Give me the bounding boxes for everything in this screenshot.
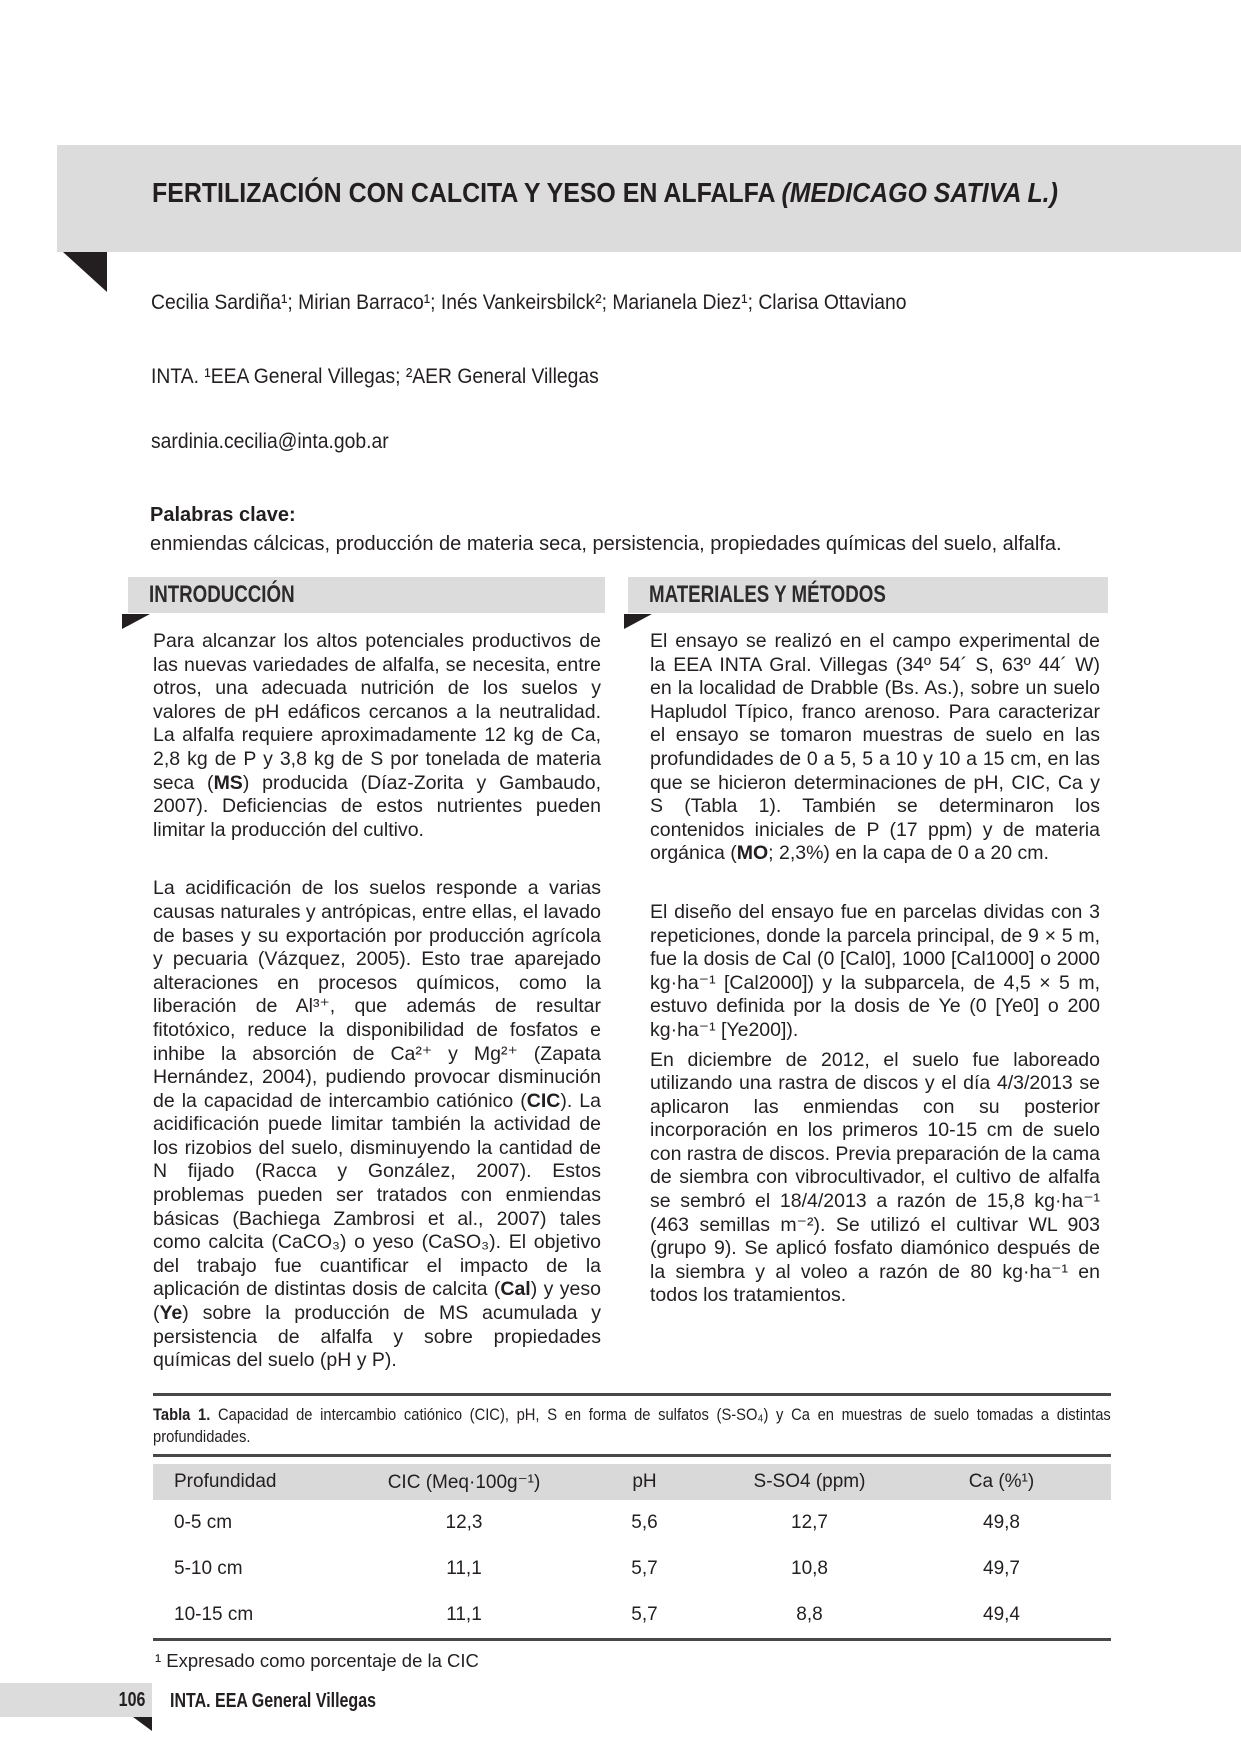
methods-paragraph-1: El ensayo se realizó en el campo experimental de la EEA INTA Gral. Villegas (34º 54´ S, 63º 44´ W) en la localidad de Drabble (Bs. As.), sobre un suelo Hapludol Típico, franco arenoso. Para caracterizar el ensayo se tomaron muestras de suelo en las profundidades de 0 a 5, 5 a 10 y 10 a 15 cm, en las que se hicieron determinaciones de pH, CIC, Ca y S (Tabla 1). También se determinaron los contenidos iniciales de P (17 ppm) y de materia orgánica (MO; 2,3%) en la capa de 0 a 20 cm.: [650, 630, 1100, 865]
cell-ph: 5,6: [562, 1500, 727, 1546]
table-header-row: [153, 1464, 1111, 1500]
authors-line: Cecilia Sardiña¹; Mirian Barraco¹; Inés Vankeirsbilck²; Marianela Diez¹; Clarisa Ottaviano: [151, 291, 907, 314]
cell-depth: 5-10 cm: [153, 1546, 366, 1592]
methods-column: [650, 630, 1100, 1308]
footer-bar: [0, 1683, 152, 1717]
table-bottom-rule: [153, 1638, 1111, 1641]
keywords-text: enmiendas cálcicas, producción de materia seca, persistencia, propiedades químicas del suelo, alfalfa.: [150, 533, 1062, 555]
cell-cic: 11,1: [366, 1592, 562, 1638]
title-banner: [57, 145, 1241, 252]
keywords-label: Palabras clave:: [150, 504, 296, 526]
cell-depth: 0-5 cm: [153, 1500, 366, 1546]
email-text: sardinia.cecilia@inta.gob.ar: [151, 430, 389, 453]
affiliation-line: INTA. ¹EEA General Villegas; ²AER General Villegas: [151, 365, 599, 388]
footer-corner-triangle-icon: [133, 1717, 152, 1731]
introduction-corner-triangle-icon: [122, 614, 150, 629]
methods-paragraph-3: En diciembre de 2012, el suelo fue laboreado utilizando una rastra de discos y el día 4/3/2013 se aplicaron las enmiendas con su posterior incorporación en los primeros 10-15 cm de suelo con rastra de discos. Previa preparación de la cama de siembra con vibrocultivador, el cultivo de alfalfa se sembró el 18/4/2013 a razón de 15,8 kg·ha⁻¹ (463 semillas m⁻²). Se utilizó el cultivar WL 903 (grupo 9). Se aplicó fosfato diamónico después de la siembra y al voleo a razón de 80 kg·ha⁻¹ en todos los tratamientos.: [650, 1048, 1100, 1307]
introduction-column: [153, 630, 601, 1373]
title-corner-triangle-icon: [63, 252, 107, 292]
col-header-cic: CIC (Meq·100g⁻¹): [366, 1464, 562, 1500]
table-row: [153, 1500, 1111, 1546]
footer-text: INTA. EEA General Villegas: [170, 1690, 376, 1712]
cell-s-so4: 12,7: [727, 1500, 892, 1546]
methods-corner-triangle-icon: [624, 614, 652, 629]
soil-properties-table: [153, 1464, 1111, 1638]
table-caption: Tabla 1. Capacidad de intercambio catiónico (CIC), pH, S en forma de sulfatos (S-SO₄) y Ca en muestras de suelo tomadas a distintas profundidades.: [153, 1405, 1111, 1446]
introduction-paragraph-2: La acidificación de los suelos responde a varias causas naturales y antrópicas, entre ellas, el lavado de bases y su exportación por producción agrícola y pecuaria (Vázquez, 2005). Esto trae aparejado alteraciones en procesos químicos, como la liberación de Al³⁺, que además de resultar fitotóxico, reduce la disponibilidad de fosfatos e inhibe la absorción de Ca²⁺ y Mg²⁺ (Zapata Hernández, 2004), pudiendo provocar disminución de la capacidad de intercambio catiónico (CIC). La acidificación puede limitar también la actividad de los rizobios del suelo, disminuyendo la cantidad de N fijado (Racca y González, 2007). Estos problemas pueden ser tratados con enmiendas básicas (Bachiega Zambrosi et al., 2007) tales como calcita (CaCO₃) o yeso (CaSO₃). El objetivo del trabajo fue cuantificar el impacto de la aplicación de distintas dosis de calcita (Cal) y yeso (Ye) sobre la producción de MS acumulada y persistencia de alfalfa y sobre propiedades químicas del suelo (pH y P).: [153, 877, 601, 1372]
cell-s-so4: 10,8: [727, 1546, 892, 1592]
table-top-rule: [153, 1393, 1111, 1396]
cell-s-so4: 8,8: [727, 1592, 892, 1638]
table-row: [153, 1592, 1111, 1638]
methods-header-bar: [628, 577, 1108, 613]
cell-ca: 49,7: [892, 1546, 1111, 1592]
introduction-header-bar: [128, 577, 605, 613]
paper-title: FERTILIZACIÓN CON CALCITA Y YESO EN ALFALFA (MEDICAGO SATIVA L.): [152, 177, 1058, 208]
table-row: [153, 1546, 1111, 1592]
cell-ca: 49,4: [892, 1592, 1111, 1638]
page-number: 106: [118, 1688, 145, 1711]
cell-depth: 10-15 cm: [153, 1592, 366, 1638]
introduction-paragraph-1: Para alcanzar los altos potenciales productivos de las nuevas variedades de alfalfa, se necesita, entre otros, una adecuada nutrición de los suelos y valores de pH edáficos cercanos a la neutralidad. La alfalfa requiere aproximadamente 12 kg de Ca, 2,8 kg de P y 3,8 kg de S por tonelada de materia seca (MS) producida (Díaz-Zorita y Gambaudo, 2007). Deficiencias de estos nutrientes pueden limitar la producción del cultivo.: [153, 630, 601, 841]
col-header-s-so4: S-SO4 (ppm): [727, 1464, 892, 1500]
cell-ph: 5,7: [562, 1546, 727, 1592]
cell-cic: 11,1: [366, 1546, 562, 1592]
col-header-ca: Ca (%¹): [892, 1464, 1111, 1500]
introduction-heading: INTRODUCCIÓN: [149, 581, 295, 608]
table-footnote: ¹ Expresado como porcentaje de la CIC: [155, 1650, 479, 1671]
table-caption-rule: [153, 1454, 1111, 1457]
cell-ph: 5,7: [562, 1592, 727, 1638]
col-header-profundidad: Profundidad: [153, 1464, 366, 1500]
table-area: [153, 1393, 1111, 1672]
cell-ca: 49,8: [892, 1500, 1111, 1546]
col-header-ph: pH: [562, 1464, 727, 1500]
cell-cic: 12,3: [366, 1500, 562, 1546]
methods-heading: MATERIALES Y MÉTODOS: [649, 581, 886, 608]
methods-paragraph-2: El diseño del ensayo fue en parcelas dividas con 3 repeticiones, donde la parcela principal, de 9 × 5 m, fue la dosis de Cal (0 [Cal0], 1000 [Cal1000] o 2000 kg·ha⁻¹ [Cal2000]) y la subparcela, de 4,5 × 5 m, estuvo definida por la dosis de Ye (0 [Ye0] o 200 kg·ha⁻¹ [Ye200]).: [650, 900, 1100, 1041]
